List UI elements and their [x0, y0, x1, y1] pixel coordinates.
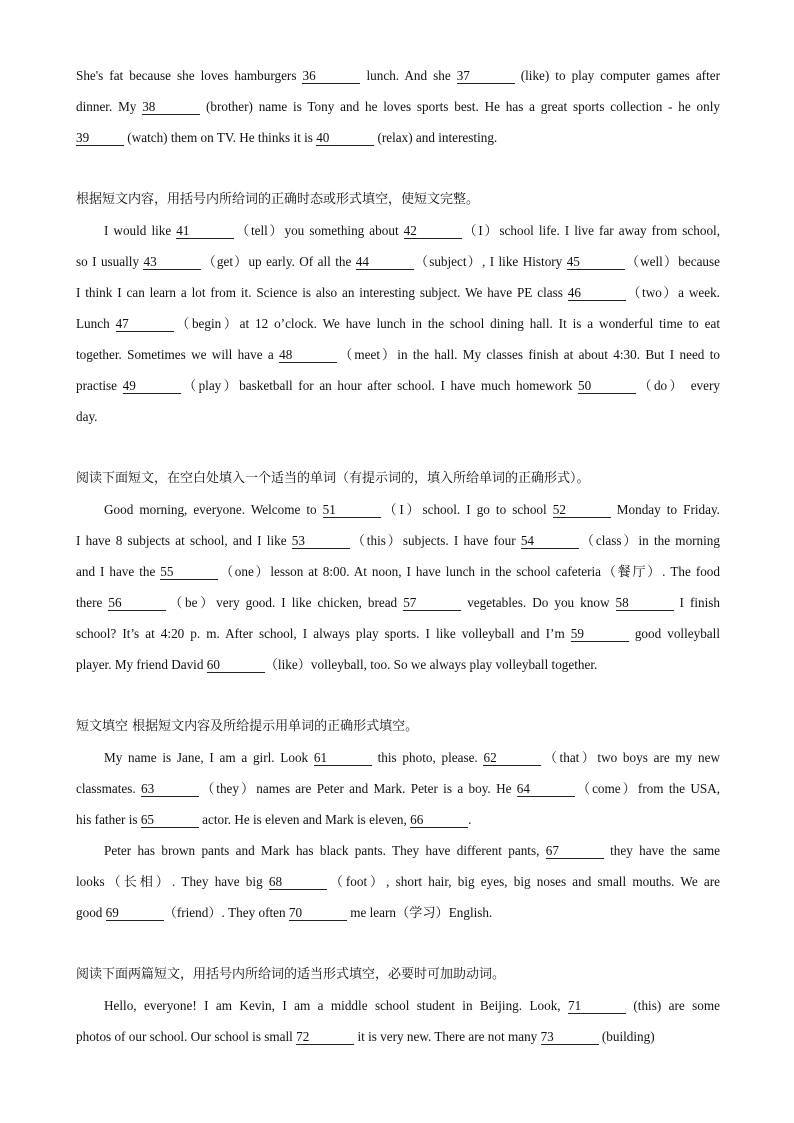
passage-4: [76, 742, 720, 928]
blank-49[interactable]: 49: [123, 379, 181, 394]
text-segment: （meet）in the hall. My classes finish at about 4:30. But I need to: [337, 347, 720, 362]
text-line: [76, 401, 720, 432]
text-segment: （get）up early. Of all the: [201, 254, 356, 269]
text-segment: his father is: [76, 812, 141, 827]
text-segment: （subject）, I like History: [413, 254, 567, 269]
text-segment: （class）in the morning: [578, 533, 720, 548]
blank-72[interactable]: 72: [296, 1030, 354, 1045]
text-segment: dinner. My: [76, 99, 143, 114]
text-segment: I finish: [673, 595, 720, 610]
passage-1: [76, 60, 720, 153]
text-segment: (relax) and interesting.: [374, 130, 498, 145]
blank-39[interactable]: 39: [76, 131, 124, 146]
text-segment: .: [468, 812, 472, 827]
text-line: [76, 370, 720, 401]
text-segment: they have the same: [603, 843, 720, 858]
text-segment: and I have the: [76, 564, 161, 579]
blank-47[interactable]: 47: [116, 317, 174, 332]
blank-67[interactable]: 67: [546, 844, 604, 859]
text-segment: （two）a week.: [625, 285, 720, 300]
text-segment: Monday to Friday.: [610, 502, 720, 517]
section-3-instruction: 阅读下面短文，在空白处填入一个适当的单词（有提示词的，填入所给单词的正确形式）。: [76, 471, 590, 486]
text-line: [76, 308, 720, 339]
blank-62[interactable]: 62: [483, 751, 541, 766]
blank-58[interactable]: 58: [616, 596, 674, 611]
section-4-instruction: 短文填空 根据短文内容及所给提示用单词的正确形式填空。: [76, 719, 419, 734]
blank-59[interactable]: 59: [571, 627, 629, 642]
passage-2: [76, 215, 720, 432]
blank-46[interactable]: 46: [568, 286, 626, 301]
text-segment: day.: [76, 409, 98, 424]
passage-5: [76, 990, 720, 1052]
blank-63[interactable]: 63: [141, 782, 199, 797]
text-segment: vegetables. Do you know: [461, 595, 616, 610]
worksheet-page: [76, 60, 720, 1052]
text-line: [76, 60, 720, 91]
text-line: [76, 990, 720, 1021]
text-segment: player. My friend David: [76, 657, 207, 672]
text-segment: （one）lesson at 8:00. At noon, I have lunch in the school cafeteria（餐厅）. The food: [218, 564, 720, 579]
text-segment: (building): [598, 1029, 655, 1044]
blank-53[interactable]: 53: [292, 534, 350, 549]
text-segment: I think I can learn a lot from it. Science is also an interesting subject. We have PE class: [76, 285, 568, 300]
text-line: [76, 618, 720, 649]
text-segment: （I）school. I go to school: [380, 502, 553, 517]
blank-64[interactable]: 64: [517, 782, 575, 797]
text-line: [76, 246, 720, 277]
blank-61[interactable]: 61: [314, 751, 372, 766]
blank-42[interactable]: 42: [404, 224, 462, 239]
text-segment: （be）very good. I like chicken, bread: [166, 595, 404, 610]
text-segment: Peter has brown pants and Mark has black pants. They have different pants,: [104, 843, 546, 858]
text-segment: （tell）you something about: [234, 223, 404, 238]
text-line: [76, 122, 720, 153]
text-segment: （play）basketball for an hour after school. I have much homework: [180, 378, 579, 393]
text-segment: actor. He is eleven and Mark is eleven,: [198, 812, 411, 827]
text-line: [76, 649, 720, 680]
text-segment: (like) to play computer games after: [514, 68, 720, 83]
text-segment: looks（长相）. They have big: [76, 874, 269, 889]
text-line: [76, 1021, 720, 1052]
blank-48[interactable]: 48: [279, 348, 337, 363]
text-segment: (watch) them on TV. He thinks it is: [124, 130, 317, 145]
text-segment: practise: [76, 378, 123, 393]
text-segment: （they）names are Peter and Mark. Peter is a boy. He: [199, 781, 517, 796]
blank-50[interactable]: 50: [578, 379, 636, 394]
text-segment: （well）because: [624, 254, 721, 269]
text-segment: together. Sometimes we will have a: [76, 347, 280, 362]
text-segment: （begin）at 12 o’clock. We have lunch in the school dining hall. It is a wonderful time to eat: [173, 316, 720, 331]
text-line: [76, 525, 720, 556]
text-line: [76, 277, 720, 308]
blank-54[interactable]: 54: [521, 534, 579, 549]
blank-73[interactable]: 73: [541, 1030, 599, 1045]
text-segment: My name is Jane, I am a girl. Look: [104, 750, 314, 765]
text-line: [76, 339, 720, 370]
blank-55[interactable]: 55: [160, 565, 218, 580]
text-segment: （I）school life. I live far away from school,: [461, 223, 721, 238]
blank-60[interactable]: 60: [207, 658, 265, 673]
blank-66[interactable]: 66: [410, 813, 468, 828]
section-2-instruction: 根据短文内容，用括号内所给词的正确时态或形式填空，使短文完整。: [76, 192, 480, 207]
text-segment: classmates.: [76, 781, 142, 796]
text-line: [76, 556, 720, 587]
text-segment: Hello, everyone! I am Kevin, I am a middle school student in Beijing. Look,: [104, 998, 568, 1013]
blank-36[interactable]: 36: [302, 69, 360, 84]
section-5-instruction: 阅读下面两篇短文，用括号内所给词的适当形式填空，必要时可加助动词。: [76, 967, 506, 982]
text-segment: （that）two boys are my new: [541, 750, 720, 765]
blank-68[interactable]: 68: [269, 875, 327, 890]
text-segment: I would like: [104, 223, 177, 238]
text-segment: it is very new. There are not many: [354, 1029, 541, 1044]
text-line: [76, 742, 720, 773]
text-segment: photos of our school. Our school is small: [76, 1029, 297, 1044]
blank-57[interactable]: 57: [403, 596, 461, 611]
text-segment: good volleyball: [628, 626, 720, 641]
text-segment: She's fat because she loves hamburgers: [76, 68, 303, 83]
blank-52[interactable]: 52: [553, 503, 611, 518]
text-line: [76, 835, 720, 866]
blank-43[interactable]: 43: [143, 255, 201, 270]
text-segment: (brother) name is Tony and he loves sports best. He has a great sports collection - he only: [200, 99, 721, 114]
text-line: [76, 215, 720, 246]
text-segment: there: [76, 595, 109, 610]
text-segment: Lunch: [76, 316, 116, 331]
blank-71[interactable]: 71: [568, 999, 626, 1014]
text-segment: school? It’s at 4:20 p. m. After school, I always play sports. I like volleyball and I’m: [76, 626, 571, 641]
text-segment: （do） every: [636, 378, 720, 393]
blank-38[interactable]: 38: [142, 100, 200, 115]
blank-51[interactable]: 51: [323, 503, 381, 518]
text-line: [76, 494, 720, 525]
blank-69[interactable]: 69: [106, 906, 164, 921]
text-line: [76, 804, 720, 835]
blank-70[interactable]: 70: [289, 906, 347, 921]
text-segment: (this) are some: [626, 998, 720, 1013]
blank-56[interactable]: 56: [108, 596, 166, 611]
blank-40[interactable]: 40: [316, 131, 374, 146]
text-segment: this photo, please.: [371, 750, 484, 765]
text-segment: （friend）. They often: [163, 905, 289, 920]
text-segment: lunch. And she: [360, 68, 457, 83]
text-line: [76, 91, 720, 122]
blank-45[interactable]: 45: [567, 255, 625, 270]
text-line: [76, 773, 720, 804]
text-segment: （foot）, short hair, big eyes, big noses and small mouths. We are: [326, 874, 720, 889]
blank-65[interactable]: 65: [141, 813, 199, 828]
text-segment: I have 8 subjects at school, and I like: [76, 533, 292, 548]
passage-3: [76, 494, 720, 680]
text-line: [76, 866, 720, 897]
blank-44[interactable]: 44: [356, 255, 414, 270]
text-segment: so I usually: [76, 254, 144, 269]
text-segment: Good morning, everyone. Welcome to: [104, 502, 323, 517]
text-segment: （like）volleyball, too. So we always play volleyball together.: [264, 657, 598, 672]
blank-37[interactable]: 37: [457, 69, 515, 84]
text-line: [76, 587, 720, 618]
blank-41[interactable]: 41: [176, 224, 234, 239]
text-segment: good: [76, 905, 106, 920]
text-segment: （come）from the USA,: [574, 781, 720, 796]
text-segment: me learn（学习）English.: [346, 905, 493, 920]
text-segment: （this）subjects. I have four: [349, 533, 521, 548]
text-line: [76, 897, 720, 928]
